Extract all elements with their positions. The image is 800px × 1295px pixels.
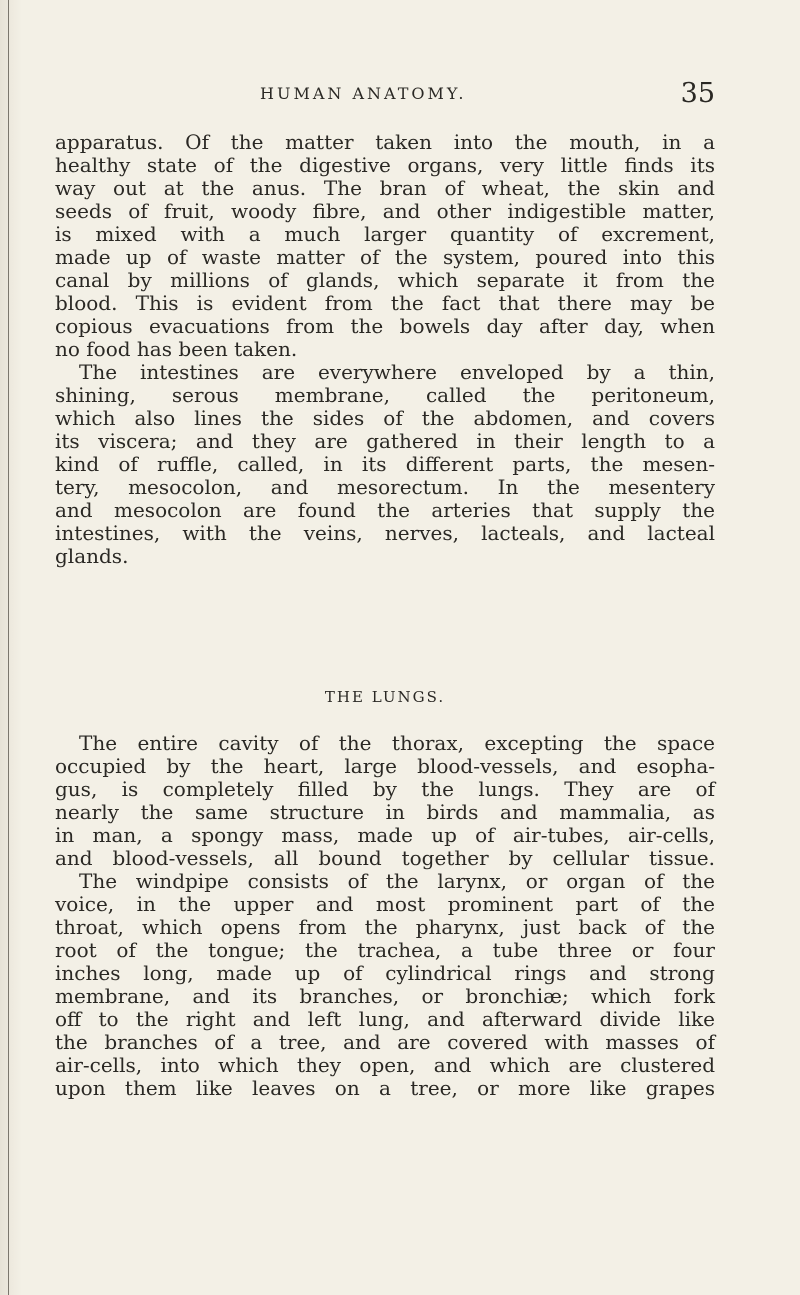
text-line: is mixed with a much larger quantity of excrement, [55, 222, 715, 246]
section-heading-lungs: THE LUNGS. [324, 688, 446, 706]
text-line: glands. [55, 544, 129, 568]
text-line: voice, in the upper and most prominent part of the [55, 892, 715, 916]
text-line: tery, mesocolon, and mesorectum. In the mesentery [55, 475, 715, 499]
text-line: its viscera; and they are gathered in their length to a [55, 429, 715, 453]
text-line: nearly the same structure in birds and mammalia, as [55, 800, 715, 824]
text-line: and blood-vessels, all bound together by cellular tissue. [55, 846, 715, 870]
running-head [55, 78, 715, 108]
text-line: in man, a spongy mass, made up of air-tubes, air-cells, [55, 823, 715, 847]
text-line: which also lines the sides of the abdomen, and covers [55, 406, 715, 430]
text-line: membrane, and its branches, or bronchiæ; which fork [55, 984, 715, 1008]
page-number: 35 [680, 78, 715, 109]
text-line: copious evacuations from the bowels day after day, when [55, 314, 715, 338]
paragraph-peritoneum [55, 361, 715, 568]
paragraph-windpipe [55, 870, 715, 1100]
page-binding-edge [8, 0, 9, 1295]
text-line: the branches of a tree, and are covered with masses of [55, 1030, 715, 1054]
text-line: The entire cavity of the thorax, excepting the space [79, 731, 715, 755]
text-line: occupied by the heart, large blood-vessels, and esopha- [55, 754, 715, 778]
running-head-title: HUMAN ANATOMY. [260, 84, 467, 103]
text-line: intestines, with the veins, nerves, lacteals, and lacteal [55, 521, 715, 545]
text-line: The intestines are everywhere enveloped by a thin, [79, 360, 715, 384]
text-line: seeds of fruit, woody fibre, and other indigestible matter, [55, 199, 715, 223]
text-line: and mesocolon are found the arteries that supply the [55, 498, 715, 522]
paragraph-thorax [55, 732, 715, 870]
text-line: air-cells, into which they open, and which are clustered [55, 1053, 715, 1077]
text-line: way out at the anus. The bran of wheat, the skin and [55, 176, 715, 200]
book-page [55, 0, 715, 1295]
text-line: throat, which opens from the pharynx, just back of the [55, 915, 715, 939]
page-binding-shadow [0, 0, 22, 1295]
text-line: upon them like leaves on a tree, or more like grapes [55, 1076, 715, 1100]
text-line: healthy state of the digestive organs, very little finds its [55, 153, 715, 177]
text-line: gus, is completely filled by the lungs. They are of [55, 777, 715, 801]
text-line: blood. This is evident from the fact that there may be [55, 291, 715, 315]
text-line: shining, serous membrane, called the peritoneum, [55, 383, 715, 407]
text-line: The windpipe consists of the larynx, or organ of the [79, 869, 715, 893]
text-line: kind of ruffle, called, in its different parts, the mesen- [55, 452, 715, 476]
text-line: inches long, made up of cylindrical rings and strong [55, 961, 715, 985]
text-line: canal by millions of glands, which separate it from the [55, 268, 715, 292]
text-line: root of the tongue; the trachea, a tube three or four [55, 938, 715, 962]
text-line: made up of waste matter of the system, poured into this [55, 245, 715, 269]
text-line: no food has been taken. [55, 337, 298, 361]
paragraph-digestion [55, 131, 715, 361]
text-line: off to the right and left lung, and afterward divide like [55, 1007, 715, 1031]
text-line: apparatus. Of the matter taken into the mouth, in a [55, 130, 715, 154]
